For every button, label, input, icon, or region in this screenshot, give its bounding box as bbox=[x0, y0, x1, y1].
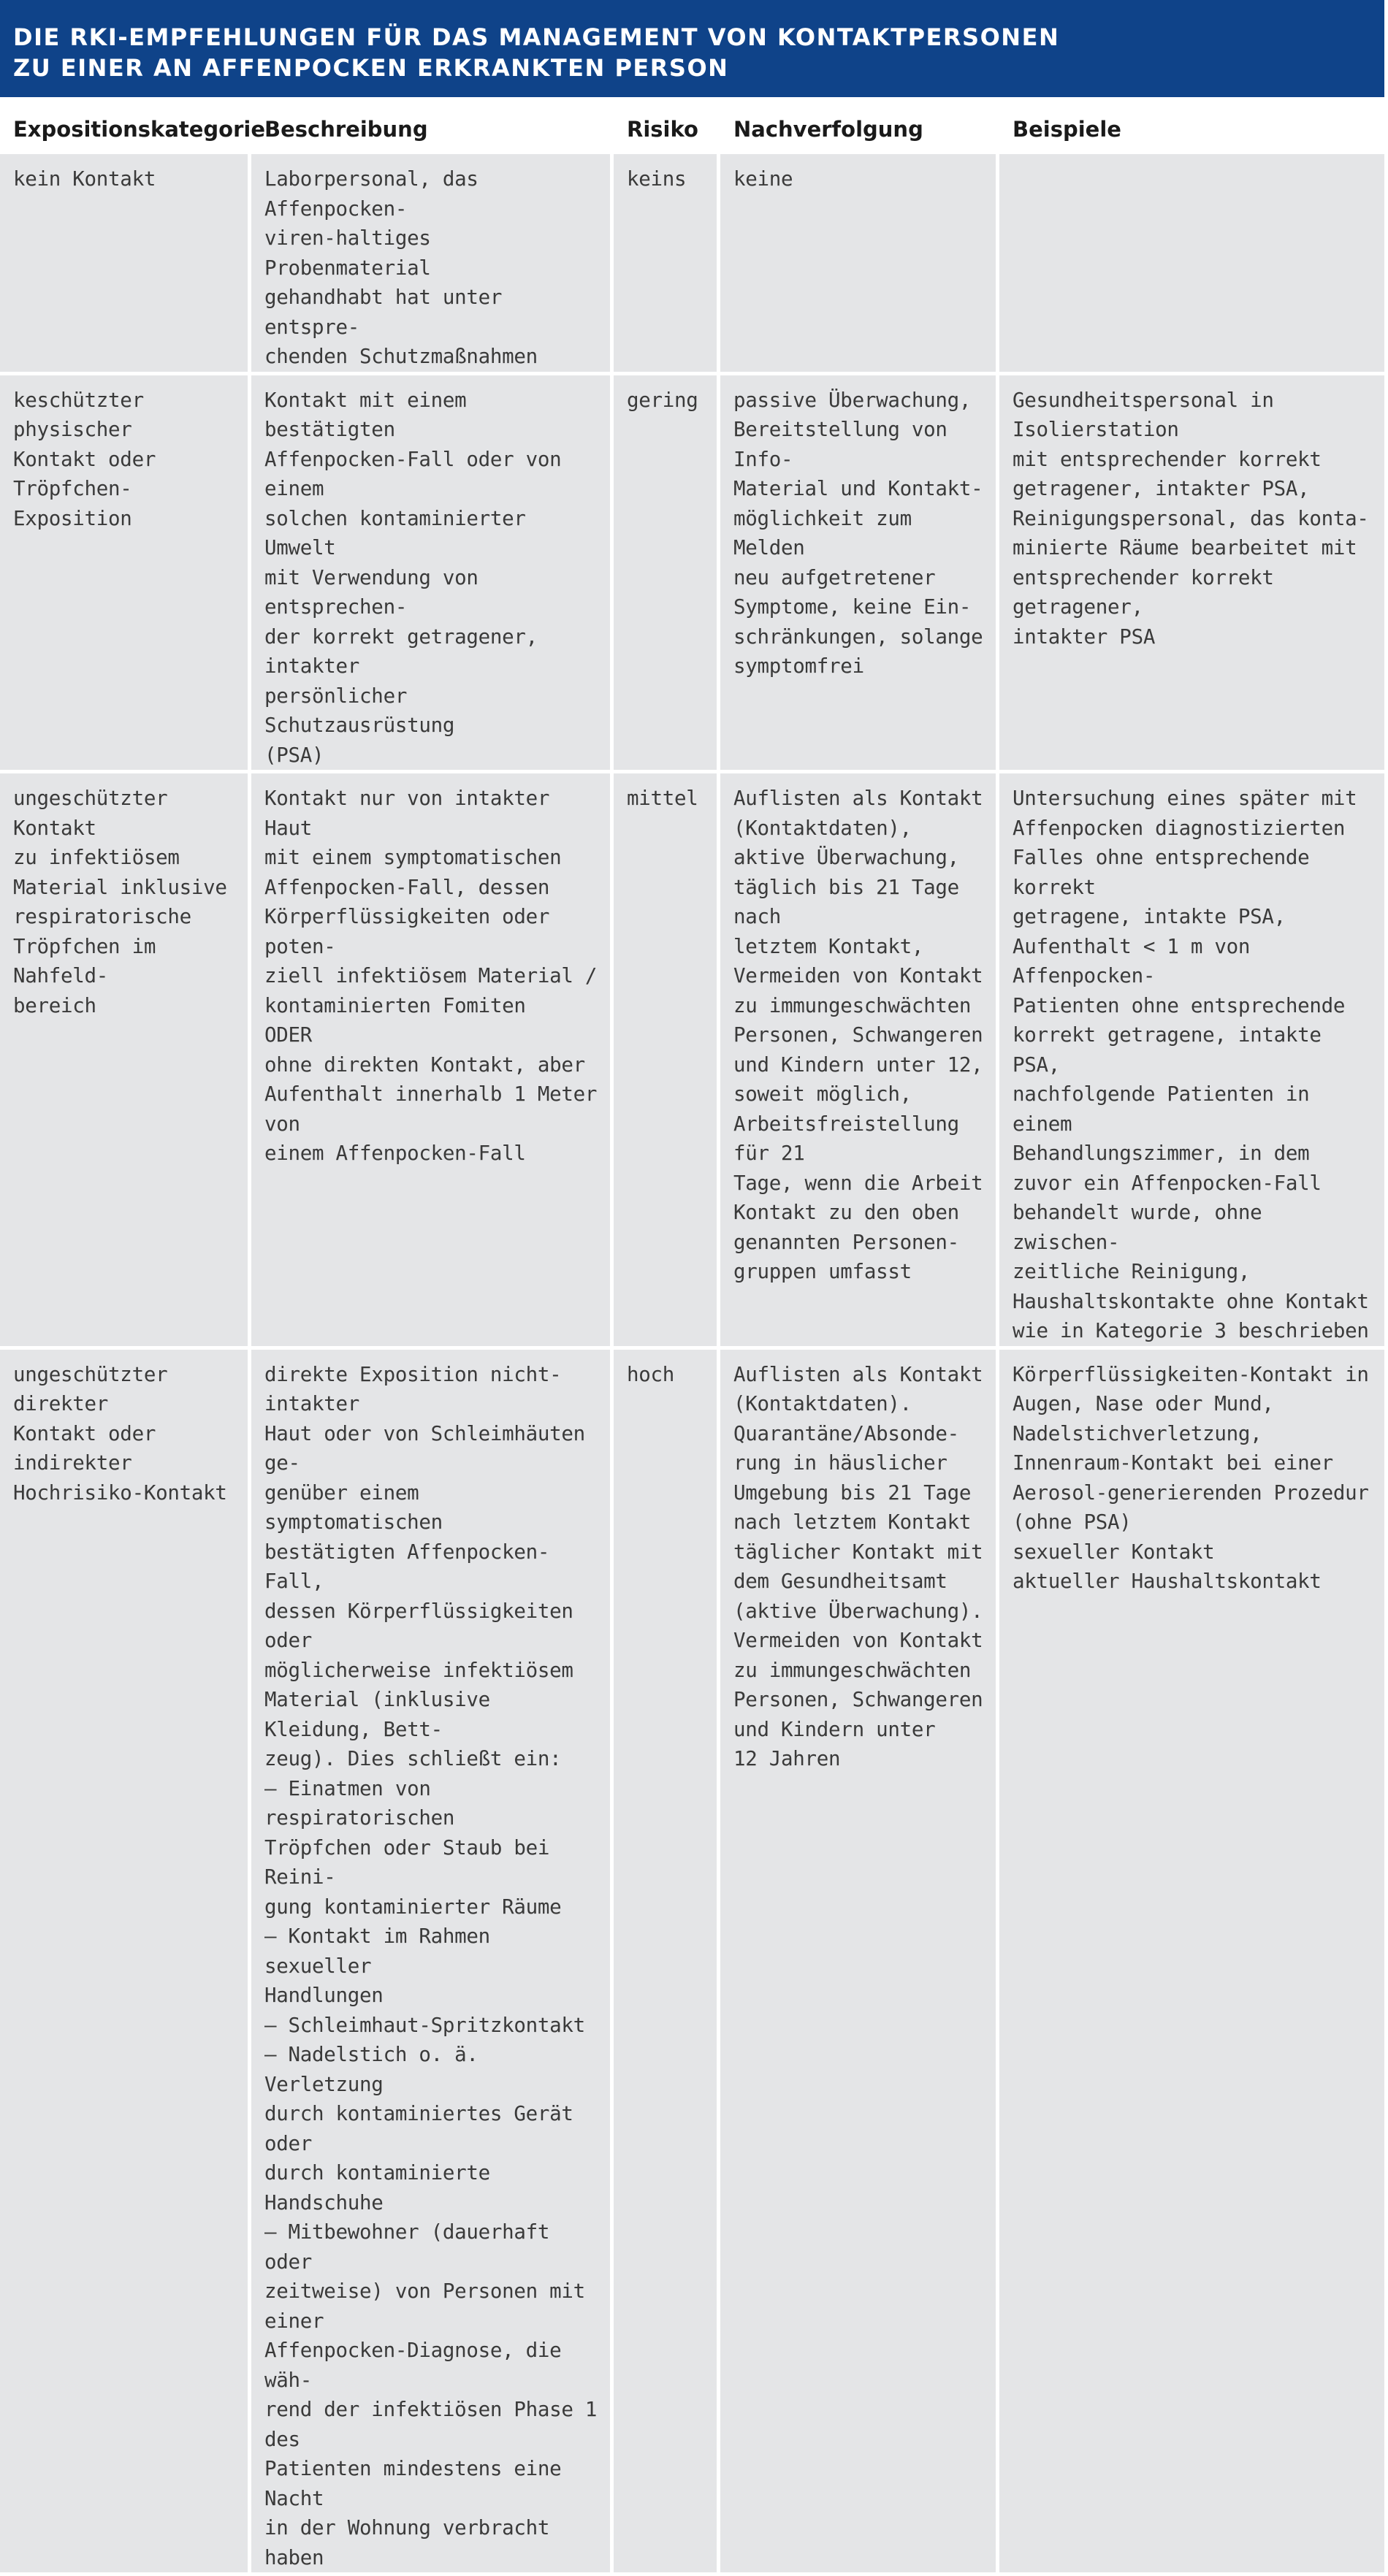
cell-risk bbox=[614, 375, 720, 774]
cell-text: mittel bbox=[627, 784, 709, 814]
cell-text: Untersuchung eines später mit Affenpocken diagnostizierten Falles ohne entsprechende korrekt getragene, intakte PSA, Aufenthalt < 1 m von Affenpocken- Patienten ohne entsprechende korrekt getragene, intakte PSA, nachfolgende Patienten in einem Behandlungszimmer, in dem zuvor ein Affenpocken-Fall behandelt wurde, ohne zwischen- zeitliche Reinigung, Haushaltskontakte ohne Kontakt wie in Kategorie 3 beschrieben bbox=[1013, 784, 1377, 1346]
cell-text: Laborpersonal, das Affenpocken- viren-haltiges Probenmaterial gehandhabt hat unter entspre- chenden Schutzmaßnahmen bbox=[264, 164, 603, 372]
cell-text: Körperflüssigkeiten-Kontakt in Augen, Nase oder Mund, Nadelstichverletzung, Innenraum-Kontakt bei einer Aerosol-generierenden Prozedur (ohne PSA) sexueller Kontakt aktueller Haushaltskontakt bbox=[1013, 1360, 1377, 1597]
header-beschreibung: Beschreibung bbox=[251, 97, 614, 154]
cell-category bbox=[0, 773, 251, 1350]
cell-tracking bbox=[720, 375, 999, 774]
cell-examples bbox=[999, 1350, 1384, 2576]
recommendations-table bbox=[0, 97, 1384, 2576]
cell-text: Auflisten als Kontakt (Kontaktdaten), aktive Überwachung, täglich bis 21 Tage nach letztem Kontakt, Vermeiden von Kontakt zu immungeschwächten Personen, Schwangeren und Kindern unter 12, soweit möglich, Arbeitsfreistellung für 21 Tage, wenn die Arbeit Kontakt zu den oben genannten Personen- gruppen umfasst bbox=[733, 784, 988, 1287]
cell-description bbox=[251, 154, 614, 375]
table-row bbox=[0, 154, 1384, 375]
cell-description bbox=[251, 1350, 614, 2576]
header-row bbox=[0, 97, 1384, 154]
cell-text: direkte Exposition nicht-intakter Haut oder von Schleimhäuten ge- genüber einem symptomatischen bestätigten Affenpocken-Fall, dessen Körperflüssigkeiten oder möglicherweise infektiösem Material (inklusive Kleidung, Bett- zeug). Dies schließt ein: – Einatmen von respiratorischen Tröpfchen oder Staub bei Reini- gung kontaminierter Räume – Kontakt im Rahmen sexueller Handlungen – Schleimhaut-Spritzkontakt – Nadelstich o. ä. Verletzung durch kontaminiertes Gerät oder durch kontaminierte Handschuhe – Mitbewohner (dauerhaft oder zeitweise) von Personen mit einer Affenpocken-Diagnose, die wäh- rend der infektiösen Phase 1 des Patienten mindestens eine Nacht in der Wohnung verbracht haben bbox=[264, 1360, 603, 2573]
cell-description bbox=[251, 375, 614, 774]
header-risiko: Risiko bbox=[614, 97, 720, 154]
cell-risk bbox=[614, 1350, 720, 2576]
cell-text: ungeschützter direkter Kontakt oder indirekter Hochrisiko-Kontakt bbox=[13, 1360, 240, 1508]
header-beispiele: Beispiele bbox=[999, 97, 1384, 154]
title-banner bbox=[0, 0, 1384, 97]
cell-text: Kontakt mit einem bestätigten Affenpocken-Fall oder von einem solchen kontaminierter Umwelt mit Verwendung von entsprechen- der korrekt getragener, intakter persönlicher Schutzausrüstung (PSA) bbox=[264, 386, 603, 771]
header-expositionskategorie: Expositionskategorie bbox=[0, 97, 251, 154]
header-nachverfolgung: Nachverfolgung bbox=[720, 97, 999, 154]
title-line-2: ZU EINER AN AFFENPOCKEN ERKRANKTEN PERSON bbox=[13, 53, 1384, 83]
cell-text: passive Überwachung, Bereitstellung von Info- Material und Kontakt- möglichkeit zum Melden neu aufgetretener Symptome, keine Ein- schränkungen, solange symptomfrei bbox=[733, 386, 988, 681]
cell-examples bbox=[999, 773, 1384, 1350]
table-row bbox=[0, 773, 1384, 1350]
table-row bbox=[0, 1350, 1384, 2576]
cell-text: keschützter physischer Kontakt oder Tröpfchen-Exposition bbox=[13, 386, 240, 534]
cell-risk bbox=[614, 773, 720, 1350]
cell-text: kein Kontakt bbox=[13, 164, 240, 194]
cell-risk bbox=[614, 154, 720, 375]
table-row bbox=[0, 375, 1384, 774]
cell-category bbox=[0, 1350, 251, 2576]
cell-text: Gesundheitspersonal in Isolierstation mit entsprechender korrekt getragener, intakter PSA, Reinigungspersonal, das konta- minierte Räume bearbeitet mit entsprechender korrekt getragener, intakter PSA bbox=[1013, 386, 1377, 652]
cell-examples bbox=[999, 375, 1384, 774]
cell-examples bbox=[999, 154, 1384, 375]
cell-tracking bbox=[720, 1350, 999, 2576]
cell-tracking bbox=[720, 154, 999, 375]
cell-text: ungeschützter Kontakt zu infektiösem Material inklusive respiratorische Tröpfchen im Nahfeld- bereich bbox=[13, 784, 240, 1020]
cell-text: Auflisten als Kontakt (Kontaktdaten). Quarantäne/Absonde- rung in häuslicher Umgebung bis 21 Tage nach letztem Kontakt täglicher Kontakt mit dem Gesundheitsamt (aktive Überwachung). Vermeiden von Kontakt zu immungeschwächten Personen, Schwangeren und Kindern unter 12 Jahren bbox=[733, 1360, 988, 1774]
cell-text: Kontakt nur von intakter Haut mit einem symptomatischen Affenpocken-Fall, dessen Körperflüssigkeiten oder poten- ziell infektiösem Material / kontaminierten Fomiten ODER ohne direkten Kontakt, aber Aufenthalt innerhalb 1 Meter von einem Affenpocken-Fall bbox=[264, 784, 603, 1169]
cell-tracking bbox=[720, 773, 999, 1350]
title-line-1: DIE RKI-EMPFEHLUNGEN FÜR DAS MANAGEMENT VON KONTAKTPERSONEN bbox=[13, 22, 1384, 53]
cell-text: gering bbox=[627, 386, 709, 416]
cell-text: keine bbox=[733, 164, 988, 194]
cell-category bbox=[0, 375, 251, 774]
recommendations-table-wrapper bbox=[0, 97, 1384, 2576]
cell-description bbox=[251, 773, 614, 1350]
cell-text: keins bbox=[627, 164, 709, 194]
cell-text: hoch bbox=[627, 1360, 709, 1390]
cell-category bbox=[0, 154, 251, 375]
